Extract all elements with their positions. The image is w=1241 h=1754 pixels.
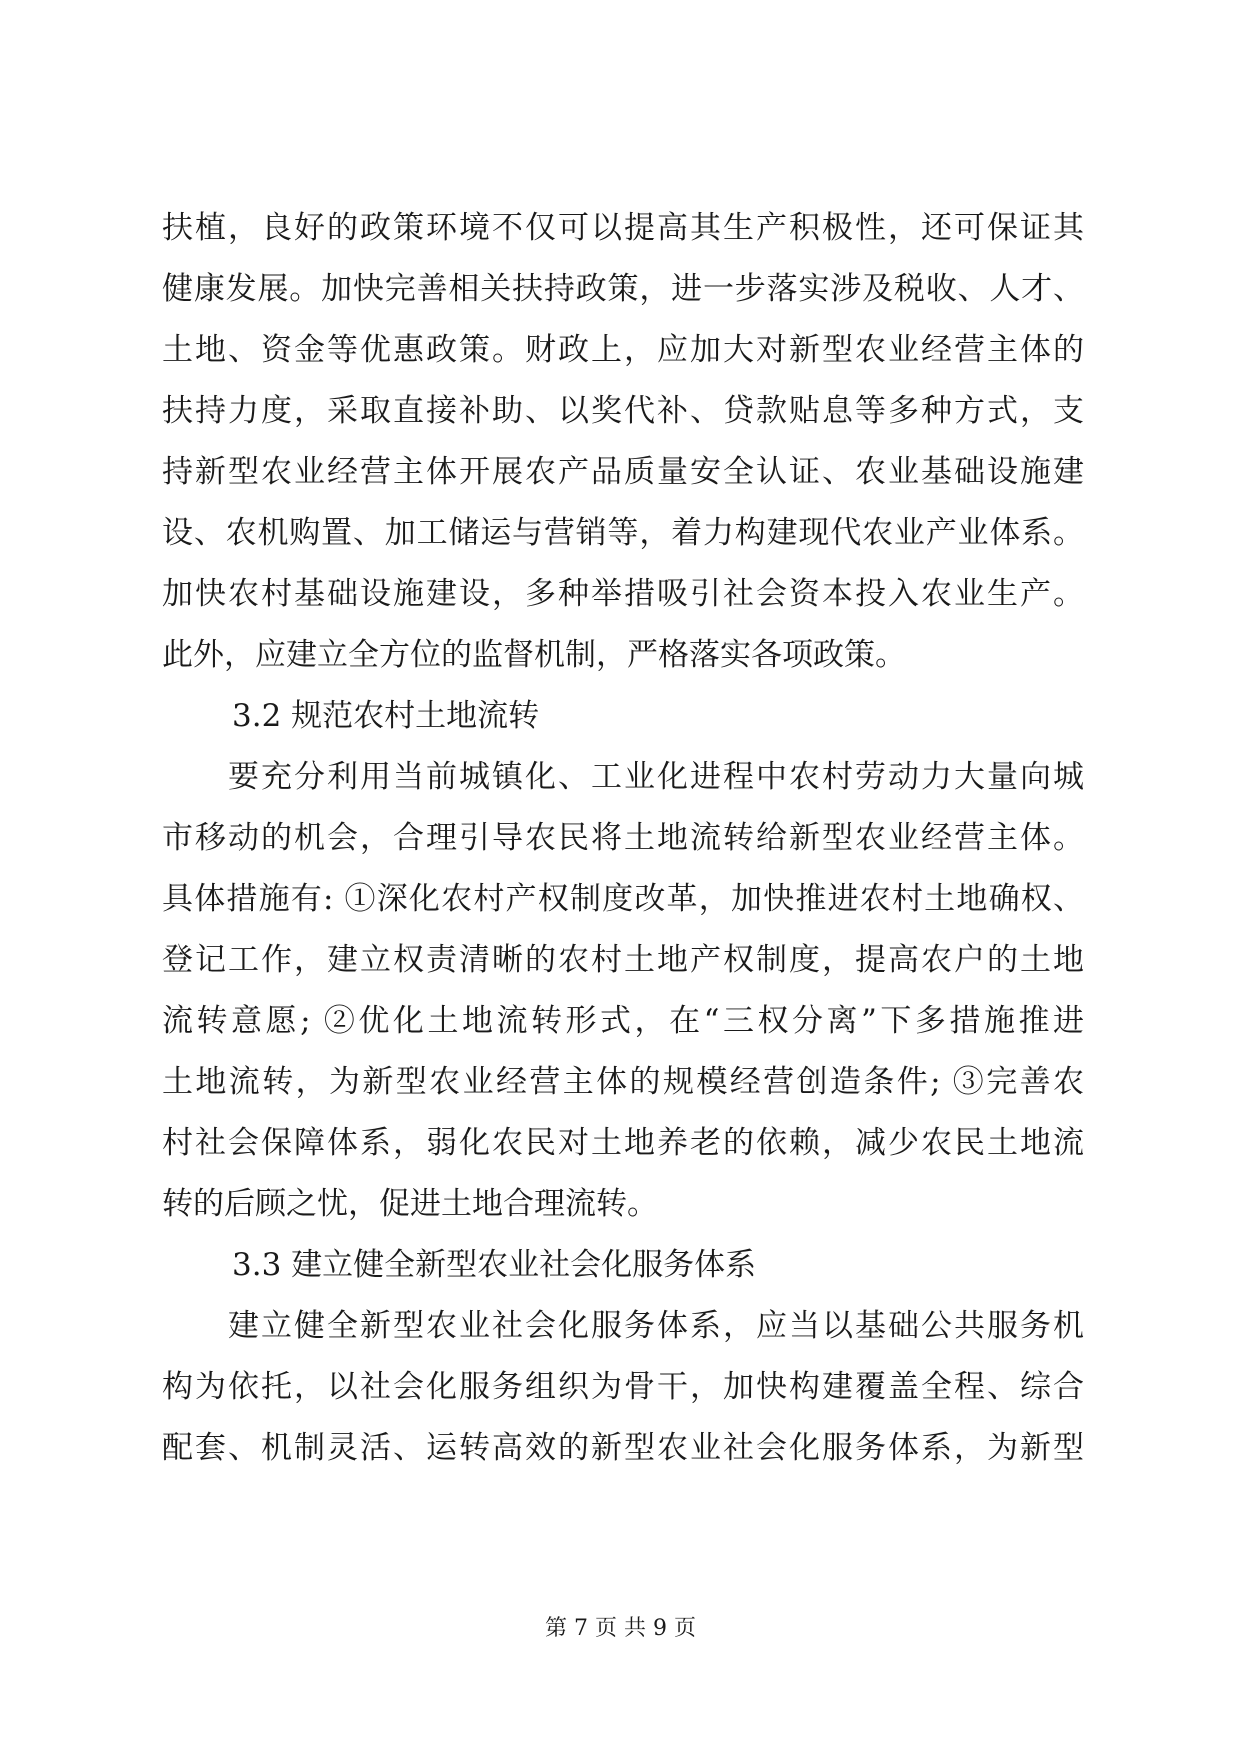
text-line: 要充分利用当前城镇化、工业化进程中农村劳动力大量向城 bbox=[162, 759, 1084, 795]
text-line: 流转意愿; ②优化土地流转形式，在“三权分离”下多措施推进 bbox=[162, 1003, 1084, 1039]
text-line: 土地、资金等优惠政策。财政上，应加大对新型农业经营主体的 bbox=[162, 332, 1084, 368]
text-line: 土地流转，为新型农业经营主体的规模经营创造条件; ③完善农 bbox=[162, 1064, 1084, 1100]
text-line: 健康发展。加快完善相关扶持政策，进一步落实涉及税收、人才、 bbox=[162, 271, 1084, 307]
text-line: 转的后顾之忧，促进土地合理流转。 bbox=[162, 1186, 658, 1222]
text-line: 扶植，良好的政策环境不仅可以提高其生产积极性，还可保证其 bbox=[162, 210, 1084, 246]
text-line: 登记工作，建立权责清晰的农村土地产权制度，提高农户的土地 bbox=[162, 942, 1084, 978]
text-line: 此外，应建立全方位的监督机制，严格落实各项政策。 bbox=[162, 637, 906, 673]
text-line: 村社会保障体系，弱化农民对土地养老的依赖，减少农民土地流 bbox=[162, 1125, 1084, 1161]
document-body bbox=[162, 198, 1084, 1479]
section-heading-3-2: 3.2 规范农村土地流转 bbox=[232, 698, 540, 734]
text-line: 构为依托，以社会化服务组织为骨干，加快构建覆盖全程、综合 bbox=[162, 1369, 1084, 1405]
text-line: 市移动的机会，合理引导农民将土地流转给新型农业经营主体。 bbox=[162, 820, 1084, 856]
paragraph-policy-support bbox=[162, 198, 1084, 686]
text-line: 加快农村基础设施建设，多种举措吸引社会资本投入农业生产。 bbox=[162, 576, 1084, 612]
paragraph-land-transfer bbox=[162, 747, 1084, 1235]
text-line: 建立健全新型农业社会化服务体系，应当以基础公共服务机 bbox=[162, 1308, 1084, 1344]
text-line: 设、农机购置、加工储运与营销等，着力构建现代农业产业体系。 bbox=[162, 515, 1084, 551]
paragraph-service-system bbox=[162, 1296, 1084, 1479]
text-line: 配套、机制灵活、运转高效的新型农业社会化服务体系，为新型 bbox=[162, 1430, 1084, 1466]
text-line: 扶持力度，采取直接补助、以奖代补、贷款贴息等多种方式，支 bbox=[162, 393, 1084, 429]
section-heading-3-3: 3.3 建立健全新型农业社会化服务体系 bbox=[232, 1247, 757, 1283]
text-line: 持新型农业经营主体开展农产品质量安全认证、农业基础设施建 bbox=[162, 454, 1084, 490]
page-number-footer: 第 7 页 共 9 页 bbox=[545, 1616, 696, 1641]
text-line: 具体措施有: ①深化农村产权制度改革，加快推进农村土地确权、 bbox=[162, 881, 1084, 917]
